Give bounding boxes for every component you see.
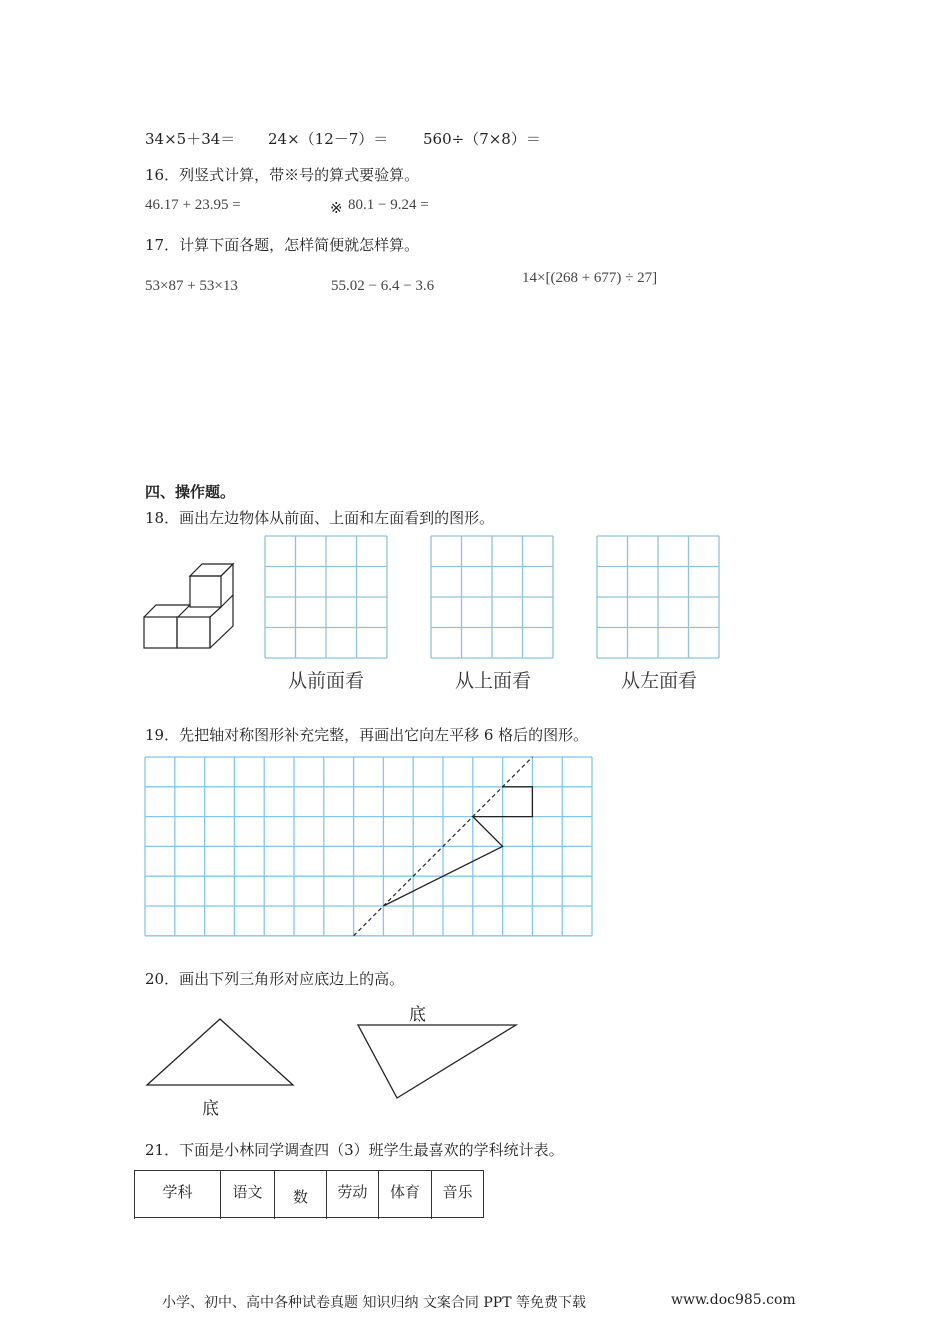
footer-url[interactable]: www.doc985.com [671, 1292, 796, 1308]
triangle-1-base-label: 底 [202, 1099, 219, 1119]
q16-expr-2: 80.1 − 9.24 = [348, 197, 429, 213]
q21-header-music: 音乐 [431, 1171, 483, 1219]
q16-check-mark: ※ [330, 199, 343, 217]
q17-expr-3: 14×[(268 + 677) ÷ 27] [522, 270, 658, 286]
q21-header-labor: 劳动 [326, 1171, 378, 1219]
footer-text: 小学、初中、高中各种试卷真题 知识归纳 文案合同 PPT 等免费下载 [162, 1295, 586, 1311]
triangle-2-base-label: 底 [409, 1005, 426, 1025]
q18-label-front: 从前面看 [288, 670, 365, 692]
q21-header-subject: 学科 [134, 1171, 220, 1219]
q18-label-left: 从左面看 [621, 670, 698, 692]
q18-label-top: 从上面看 [455, 670, 532, 692]
q21-header-math: 数 [274, 1171, 326, 1219]
q21-table [134, 1170, 484, 1218]
q15-expr-1: 34×5＋34＝ [145, 130, 236, 148]
q15-expr-2: 24×（12－7）＝ [268, 130, 389, 148]
q18-prompt: 18．画出左边物体从前面、上面和左面看到的图形。 [145, 509, 495, 527]
q20-prompt: 20．画出下列三角形对应底边上的高。 [145, 970, 405, 988]
triangle-1 [147, 1019, 293, 1085]
section-4-title: 四、操作题。 [145, 483, 236, 501]
q15-expr-3: 560÷（7×8）＝ [423, 130, 541, 148]
q19-prompt: 19．先把轴对称图形补充完整，再画出它向左平移 6 格后的图形。 [145, 726, 589, 744]
q21-header-pe: 体育 [378, 1171, 431, 1219]
triangle-2 [358, 1025, 516, 1098]
q17-expr-1: 53×87 + 53×13 [145, 278, 238, 294]
q17-prompt: 17．计算下面各题，怎样简便就怎样算。 [145, 236, 420, 254]
q16-expr-1: 46.17 + 23.95 = [145, 197, 241, 213]
q21-prompt: 21．下面是小林同学调查四（3）班学生最喜欢的学科统计表。 [145, 1141, 564, 1159]
q16-prompt: 16．列竖式计算，带※号的算式要验算。 [145, 166, 420, 184]
q21-header-chinese: 语文 [220, 1171, 274, 1219]
q17-expr-2: 55.02 − 6.4 − 3.6 [331, 278, 435, 294]
